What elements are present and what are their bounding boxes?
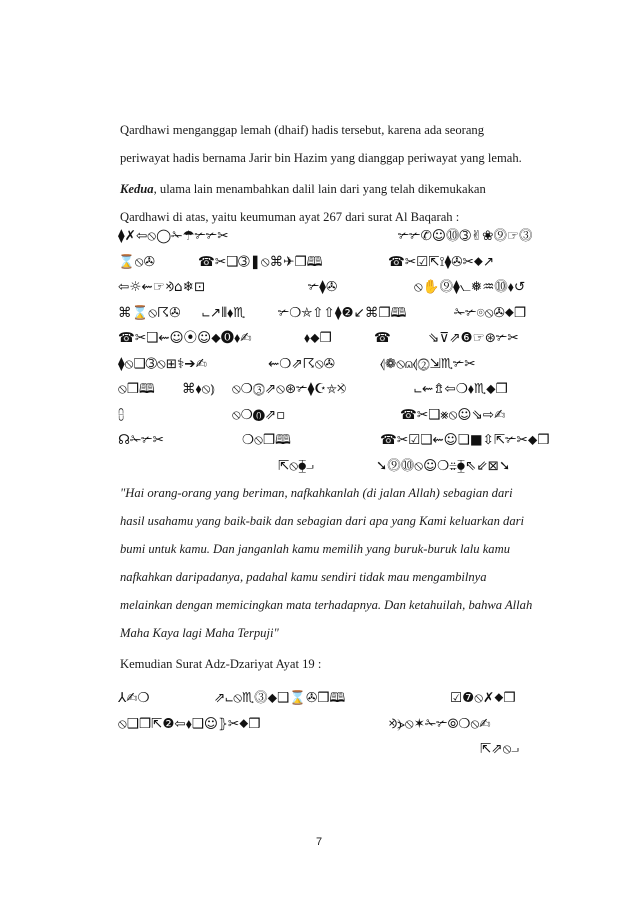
- paragraph-kedua: [120, 175, 540, 231]
- paragraph-line: Kedua, ulama lain menambahkan dalil lain dari yang telah dikemukakan: [120, 182, 486, 196]
- verse-line: ⇦☼⇜☞⨵⌂❄⊡ ✃⧫✇ ⦸✋⓽⧫⦦❅♒⓾⬧↺: [118, 279, 526, 295]
- verse-line: ⦸❒🕮 ⌘⬧⦸⦆ ⦸❍⓷⇗⦸⊛✃⧫☪⛤⨵ ⨽⇜⇯⇦❍⬧♏⬥❒: [118, 381, 508, 397]
- verse-line: ⧫✗⇦⦸◯✁☂✃✃✂ ✃✃✆☺⓾➂✌❀⓽☞⓷: [118, 228, 533, 244]
- verse-translation: [120, 479, 540, 647]
- paragraph-dhaif: [120, 116, 540, 172]
- verse-line: ☎✂❑⇜☺⦿☺⬥⓿⬧✍ ⬧⬥❒ ☎ ⇘⊽⇗❻☞⊛✃✂: [118, 330, 519, 346]
- translation-line: Maha Kaya lagi Maha Terpuji": [120, 626, 279, 640]
- verse-line: ⌛⦸✇ ☎✂❑➂❚⦸⌘✈❒🕮 ☎✂☑⇱⟟⧫✇✂⬥↗: [118, 253, 495, 270]
- paragraph-line: Qardhawi di atas, yaitu keumuman ayat 267 dari surat Al Baqarah :: [120, 210, 460, 224]
- verse-line: ⇱⇗⦸⨼: [480, 741, 520, 757]
- page-number: 7: [315, 836, 323, 848]
- verse-line: ⧫⦸❑➂⦸⊞⚕➔✍ ⇜❍⇗☈⦸✇ ⦉❁⦸⩄⦉⓶⇲♏✃✂: [118, 355, 476, 372]
- verse-line: ⦸❑❒⇱❷⇦⬧❑☺⦄✂⬥❒ ⨵⦔⦸✶✁✃⦾❍⦸✍: [118, 715, 491, 732]
- verse-line: ⇱⦸⧳⨼ ➘⓽⓾⦸☺❍⩷⧳⇖⇙⊠➘: [278, 457, 511, 474]
- verse-al-baqarah-267: [118, 224, 548, 479]
- translation-line: hasil usahamu yang baik-baik dan sebagian dari apa yang Kami keluarkan dari: [120, 514, 525, 528]
- translation-line: nafkahkan daripadanya, padahal kamu sendiri tidak mau mengambilnya: [120, 570, 487, 584]
- paragraph-adz-dzariyat: [120, 650, 540, 678]
- paragraph-line: periwayat hadis bernama Jarir bin Hazim yang dianggap periwayat yang lemah.: [120, 151, 522, 165]
- translation-line: melainkan dengan memicingkan mata terhadapnya. Dan ketahuilah, bahwa Allah: [120, 598, 533, 612]
- verse-line: ⌘⌛⦸☈✇ ⨽↗⦀⬧♏ ✃❍⛤⇧⇧⧫❷↙⌘❒🕮 ✁✃⌾⦸✇⬥❒: [118, 304, 526, 321]
- kedua-label: Kedua: [120, 182, 154, 196]
- paragraph-line: Kemudian Surat Adz-Dzariyat Ayat 19 :: [120, 657, 322, 671]
- verse-adz-dzariyat-19: [118, 686, 548, 763]
- paragraph-line: Qardhawi menganggap lemah (dhaif) hadis tersebut, karena ada seorang: [120, 123, 485, 137]
- translation-line: bumi untuk kamu. Dan janganlah kamu memilih yang buruk-buruk lalu kamu: [120, 542, 511, 556]
- verse-line: ⩉ ⦸❍⓿⇗▫ ☎✂❑⨳⦸☺⇘⇨✍: [118, 406, 506, 423]
- verse-line: ☊✁✃✂ ❍⦸❒🕮 ☎✂☑❑⇜☺❏■⇳⇱✃✂⬥❒: [118, 432, 550, 448]
- verse-line: ⅄✍❍ ⇗⨽⦸♏⓷⬥❑⌛✇❒🕮 ☑❼⦸✗⬥❒: [118, 690, 516, 706]
- translation-line: "Hai orang-orang yang beriman, nafkahkanlah (di jalan Allah) sebagian dari: [120, 486, 513, 500]
